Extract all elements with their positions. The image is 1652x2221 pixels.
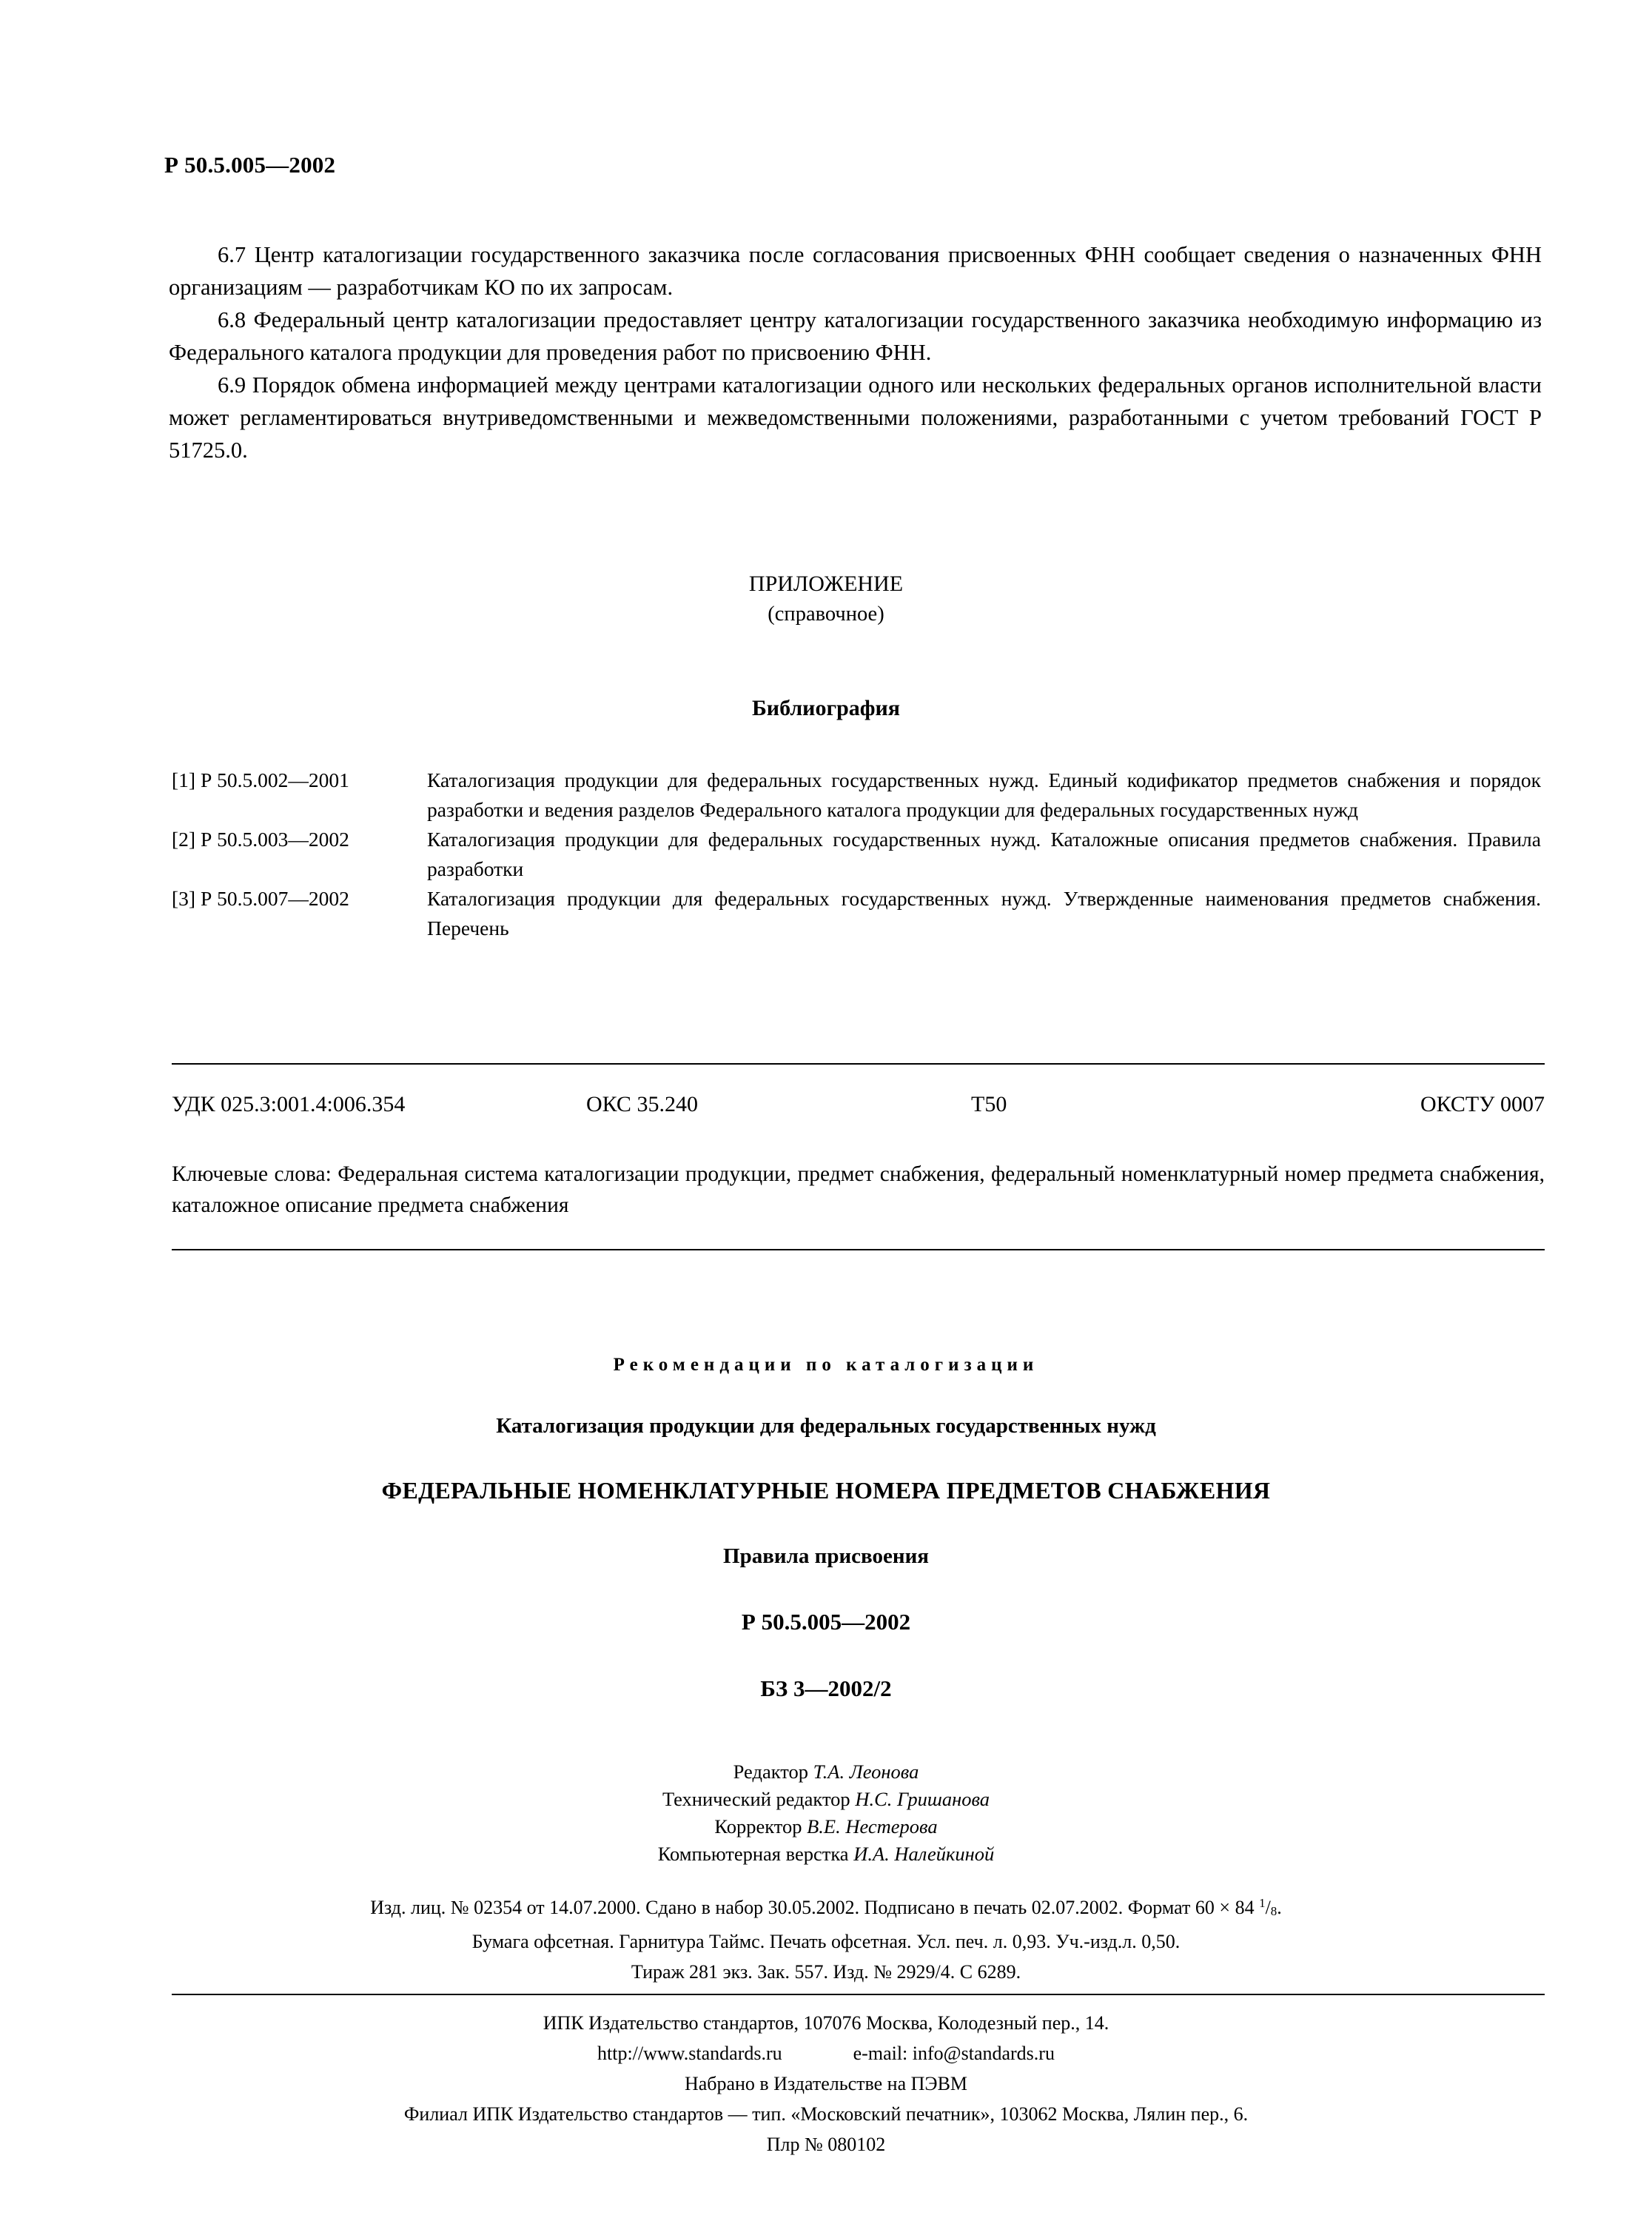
format-numerator: 1: [1259, 1896, 1266, 1910]
publisher-printer: Филиал ИПК Издательство стандартов — тип. «Московский печатник», 103062 Москва, Лялин пер., 6.: [403, 2103, 1249, 2125]
imprint-line-2: Бумага офсетная. Гарнитура Таймс. Печать офсетная. Усл. печ. л. 0,93. Уч.-изд.л. 0,50.: [471, 1931, 1181, 1952]
running-header-doc-number: Р 50.5.005—2002: [164, 152, 336, 178]
credit-layout-name: И.А. Налейкиной: [853, 1843, 995, 1865]
credit-corrector: Корректор В.Е. Нестерова: [714, 1815, 938, 1838]
bibliography-entry: [172, 766, 1541, 825]
credit-editor: Редактор Т.А. Леонова: [733, 1761, 919, 1783]
bibliography-list: [172, 766, 1541, 943]
publisher-contact-line: [0, 2038, 1652, 2068]
imprint-block: [0, 1888, 1652, 1987]
publisher-plr: Плр № 080102: [766, 2134, 886, 2155]
colophon-doc-number: Р 50.5.005—2002: [741, 1609, 911, 1635]
credit-tech-editor: Технический редактор Н.С. Гришанова: [662, 1788, 990, 1810]
bibliography-entry: [172, 884, 1541, 943]
publisher-website[interactable]: http://www.standards.ru: [597, 2043, 782, 2064]
body-text: [169, 238, 1542, 466]
credits-block: [0, 1758, 1652, 1868]
bibliography-entry-text: Каталогизация продукции для федеральных государственных нужд. Единый кодификатор предметов снабжения и порядок разработки и ведения разделов Федерального каталога продукции для федеральных государственных нужд: [427, 768, 1541, 821]
horizontal-rule-above-udk: [172, 1063, 1545, 1065]
bibliography-entry-text: Каталогизация продукции для федеральных государственных нужд. Каталожные описания предметов снабжения. Правила разработки: [427, 828, 1541, 880]
colophon-series: Каталогизация продукции для федеральных государственных нужд: [496, 1414, 1156, 1438]
publisher-typeset-note: Набрано в Издательстве на ПЭВМ: [684, 2073, 968, 2094]
imprint-line-3: Тираж 281 экз. Зак. 557. Изд. № 2929/4. С 6289.: [631, 1961, 1021, 1983]
bibliography-entry-ref: [2] Р 50.5.003—2002: [172, 828, 349, 851]
colophon-main-title: ФЕДЕРАЛЬНЫЕ НОМЕНКЛАТУРНЫЕ НОМЕРА ПРЕДМЕТОВ СНАБЖЕНИЯ: [381, 1477, 1271, 1504]
colophon-block: [0, 1355, 1652, 1702]
udk-code: УДК 025.3:001.4:006.354: [172, 1092, 406, 1116]
imprint-line-1-suffix: .: [1277, 1897, 1282, 1918]
colophon-subtitle: Правила присвоения: [723, 1544, 929, 1568]
colophon-bz-code: БЗ 3—2002/2: [760, 1675, 892, 1701]
format-denominator: 8: [1270, 1904, 1277, 1918]
bibliography-entry-text: Каталогизация продукции для федеральных государственных нужд. Утвержденные наименования предметов снабжения. Перечень: [427, 887, 1541, 939]
imprint-line-1-prefix: Изд. лиц. № 02354 от 14.07.2000. Сдано в набор 30.05.2002. Подписано в печать 02.07.2002. Формат 60 × 84: [370, 1897, 1260, 1918]
credit-corrector-name: В.Е. Нестерова: [807, 1815, 938, 1838]
appendix-title: ПРИЛОЖЕНИЕ: [748, 572, 904, 596]
credit-layout: Компьютерная верстка И.А. Налейкиной: [657, 1843, 995, 1865]
colophon-doc-kind: Рекомендации по каталогизации: [613, 1355, 1039, 1375]
appendix-heading: [0, 569, 1652, 629]
appendix-subtitle: (справочное): [768, 603, 884, 626]
horizontal-rule-above-publisher: [172, 1994, 1545, 1995]
paragraph-6-9: 6.9 Порядок обмена информацией между центрами каталогизации одного или нескольких федеральных органов исполнительной власти может регламентироваться внутриведомственными и межведомственными положениями, разработанными с учетом требований ГОСТ Р 51725.0.: [169, 372, 1542, 463]
category-code: Т50: [971, 1092, 1007, 1116]
horizontal-rule-below-keywords: [172, 1249, 1545, 1250]
oks-code: ОКС 35.240: [586, 1092, 698, 1116]
bibliography-heading: Библиография: [751, 696, 901, 720]
credit-editor-name: Т.А. Леонова: [813, 1761, 919, 1783]
paragraph-6-8: 6.8 Федеральный центр каталогизации предоставляет центру каталогизации государственного заказчика необходимую информацию из Федерального каталога продукции для проведения работ по присвоению ФНН.: [169, 307, 1542, 365]
publisher-block: [0, 2008, 1652, 2160]
bibliography-entry-ref: [1] Р 50.5.002—2001: [172, 768, 349, 791]
paragraph-6-7: 6.7 Центр каталогизации государственного заказчика после согласования присвоенных ФНН сообщает сведения о назначенных ФНН организациям — разработчикам КО по их запросам.: [169, 242, 1542, 300]
credit-tech-editor-name: Н.С. Гришанова: [855, 1788, 990, 1810]
publisher-email[interactable]: e-mail: info@standards.ru: [853, 2043, 1055, 2064]
format-fraction: $^1/_8$: [1259, 1896, 1277, 1918]
bibliography-entry: [172, 825, 1541, 884]
publisher-address: ИПК Издательство стандартов, 107076 Москва, Колодезный пер., 14.: [543, 2012, 1109, 2034]
bibliography-entry-ref: [3] Р 50.5.007—2002: [172, 887, 349, 910]
classification-row: [172, 1092, 1545, 1117]
okstu-code: ОКСТУ 0007: [1420, 1092, 1545, 1116]
imprint-line-1: [0, 1888, 1652, 1926]
keywords-text: Ключевые слова: Федеральная система каталогизации продукции, предмет снабжения, федеральный номенклатурный номер предмета снабжения, каталожное описание предмета снабжения: [172, 1162, 1545, 1217]
